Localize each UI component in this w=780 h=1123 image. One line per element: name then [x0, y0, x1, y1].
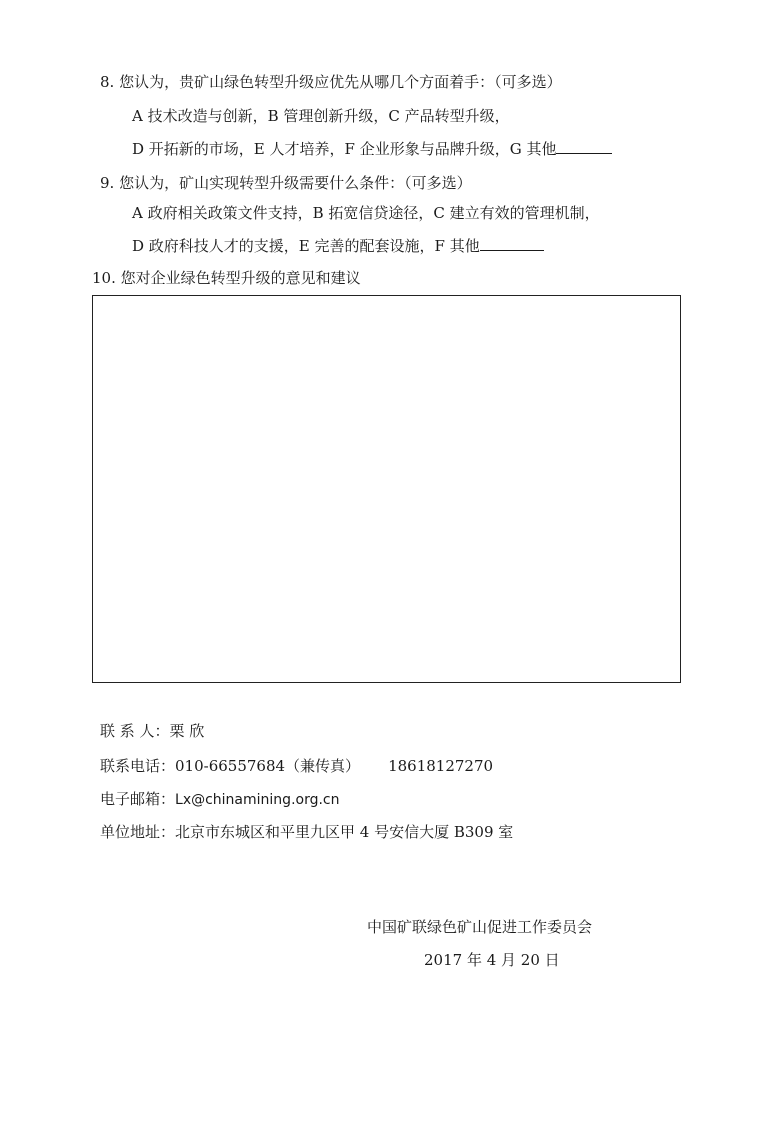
question-9-other-blank[interactable]: [480, 236, 544, 251]
question-8-options-line2: D 开拓新的市场，E 人才培养，F 企业形象与品牌升级，G 其他: [132, 140, 557, 158]
question-8-title: 8. 您认为，贵矿山绿色转型升级应优先从哪几个方面着手：（可多选）: [100, 73, 562, 91]
contact-mobile-value: 18618127270: [388, 757, 494, 775]
contact-phone-row: [100, 756, 493, 776]
question-9-options-line2: D 政府科技人才的支援，E 完善的配套设施，F 其他: [132, 237, 480, 255]
contact-phone-value: 010-66557684（兼传真）: [175, 757, 361, 775]
question-8-options-line1: A 技术改造与创新，B 管理创新升级，C 产品转型升级，: [132, 107, 510, 125]
question-9-options-line1: A 政府相关政策文件支持，B 拓宽信贷途径，C 建立有效的管理机制，: [132, 204, 600, 222]
question-8-other-blank[interactable]: [556, 139, 612, 154]
question-8-options-line2-wrap: [132, 139, 612, 159]
contact-phone-label: 联系电话：: [100, 757, 176, 775]
contact-person-label: 联 系 人：: [100, 722, 170, 740]
contact-person-value: 栗 欣: [169, 722, 205, 740]
contact-email-row: [100, 789, 340, 810]
signature-organization: 中国矿联绿色矿山促进工作委员会: [367, 918, 593, 936]
suggestion-answer-box[interactable]: [92, 295, 681, 683]
question-10-title: 10. 您对企业绿色转型升级的意见和建议: [92, 269, 361, 287]
question-9-title: 9. 您认为，矿山实现转型升级需要什么条件：（可多选）: [100, 174, 472, 192]
signature-date: 2017 年 4 月 20 日: [424, 951, 560, 969]
contact-address-label: 单位地址：: [100, 823, 176, 841]
contact-address-row: [100, 822, 513, 842]
contact-person-row: [100, 721, 204, 741]
contact-address-value: 北京市东城区和平里九区甲 4 号安信大厦 B309 室: [175, 823, 514, 841]
contact-email-value: Lx@chinamining.org.cn: [175, 792, 340, 808]
contact-email-label: 电子邮箱：: [100, 790, 176, 808]
question-9-options-line2-wrap: [132, 236, 544, 256]
